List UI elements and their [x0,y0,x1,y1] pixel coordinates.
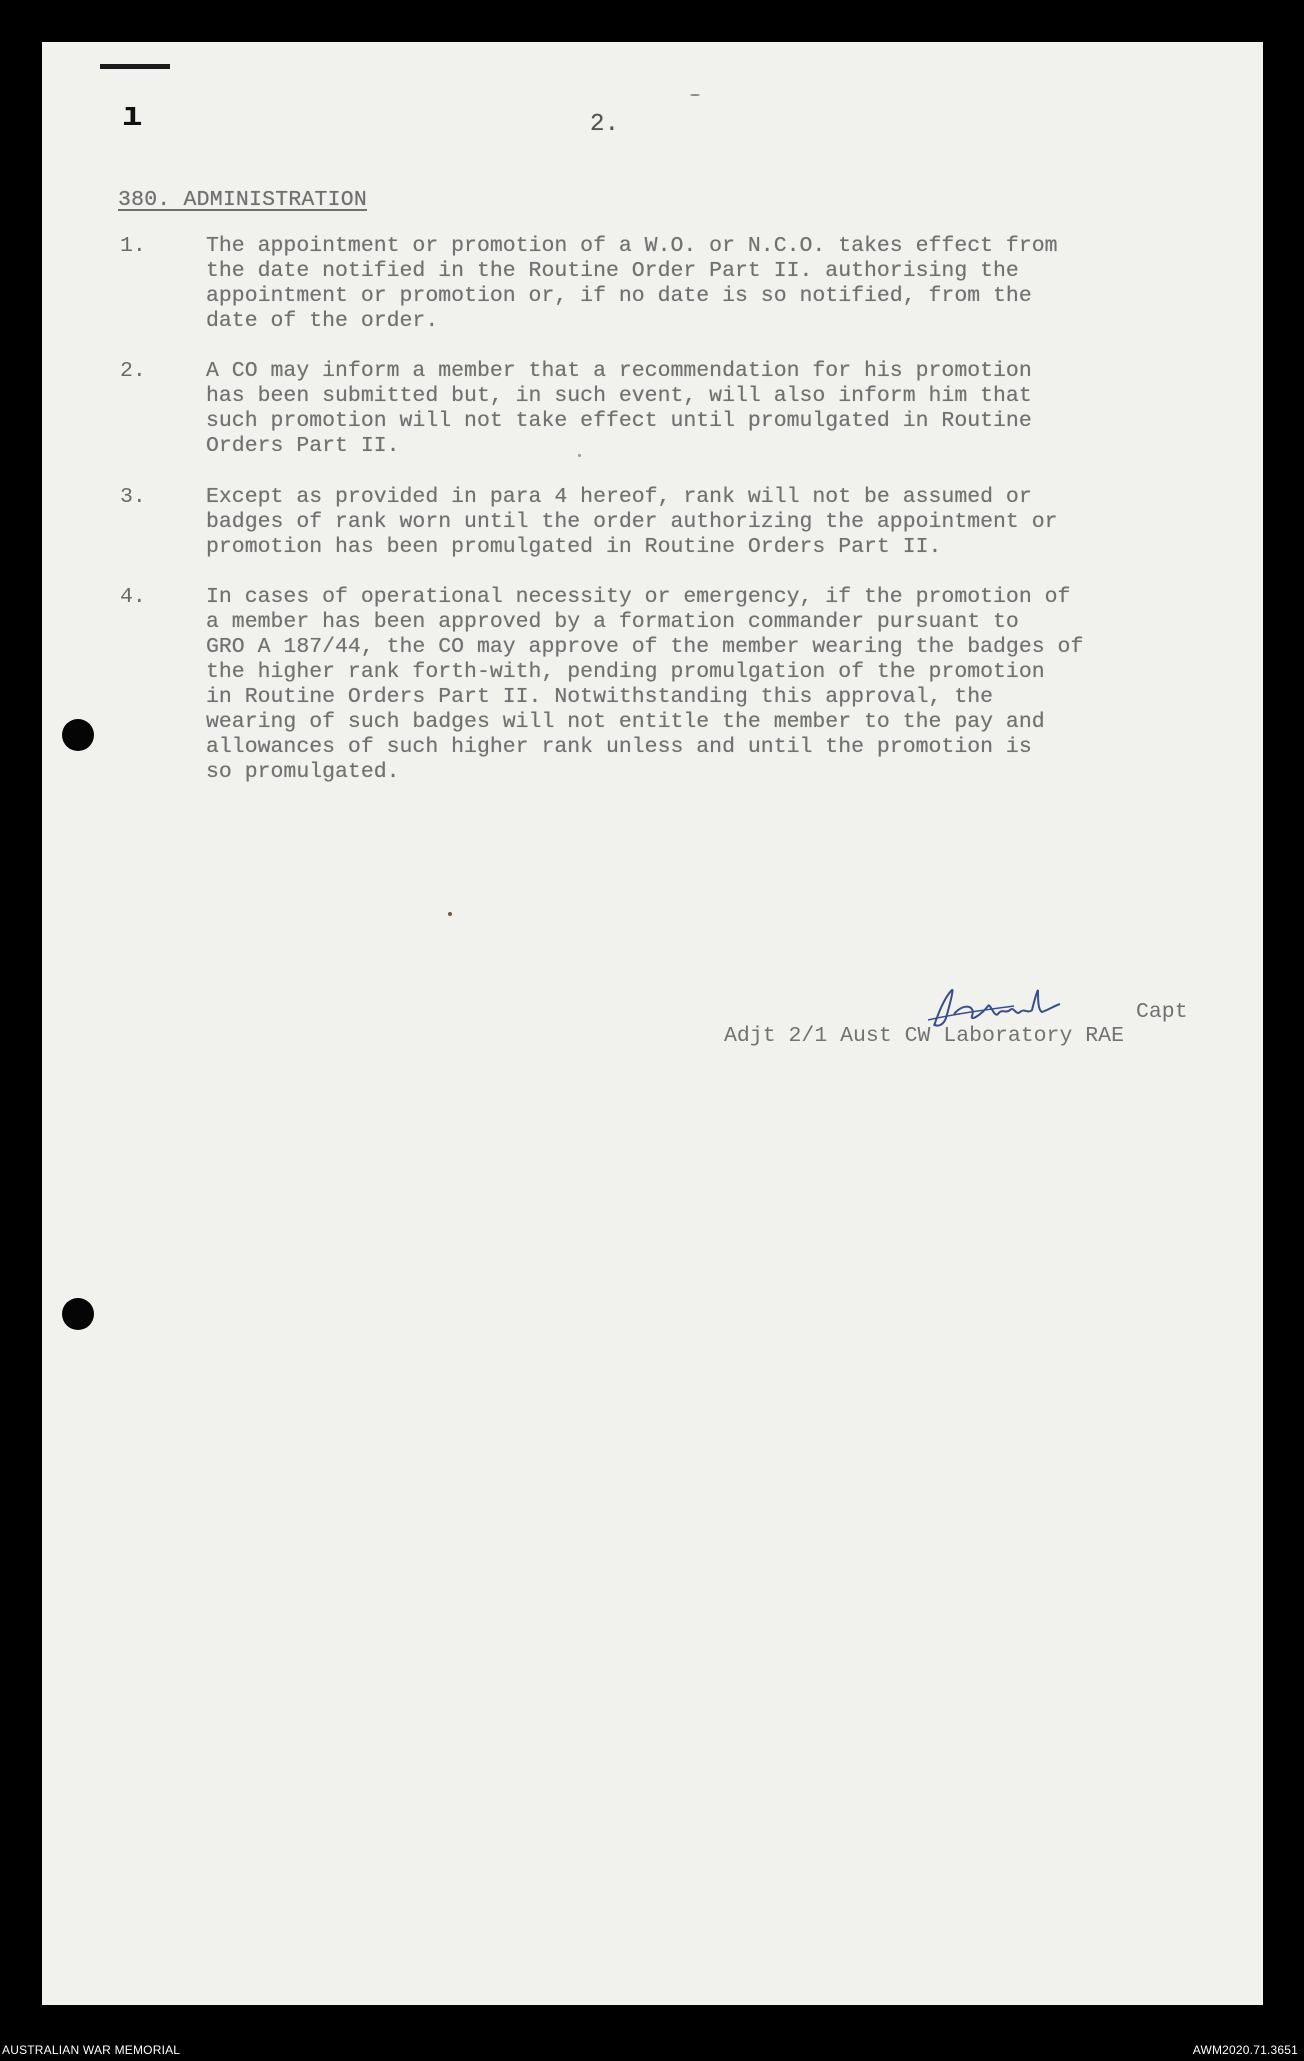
punch-hole-upper [62,719,94,751]
paragraph-text: A CO may inform a member that a recommendation for his promotion has been submitted but, in such event, will also inform him that such promotion will not take effect until promulgated in Routine Orders Part II. [206,359,1032,458]
signatory-rank: Capt [1136,1000,1188,1024]
paper-speck [690,94,700,96]
footer-accession-number: AWM2020.71.3651 [1192,2043,1298,2057]
corner-tick-mark: ı [122,98,143,136]
footer-attribution: AUSTRALIAN WAR MEMORIAL [2,2043,181,2057]
paragraph-text: The appointment or promotion of a W.O. or N.C.O. takes effect from the date notified in the Routine Order Part II. authorising the appointment or promotion or, if no date is so notified, from the date of the order. [206,234,1058,333]
paragraph-text: Except as provided in para 4 hereof, rank will not be assumed or badges of rank worn until the order authorizing the appointment or promotion has been promulgated in Routine Orders Part II. [206,485,1058,559]
paragraph-number: 1. [120,234,146,258]
punch-hole-lower [62,1298,94,1330]
paragraph-number: 2. [120,359,146,383]
corner-mark [100,64,170,75]
paragraph-number: 3. [120,485,146,509]
paper-speck [448,912,452,916]
page-number: 2. [590,111,620,138]
paragraph-number: 4. [120,585,146,609]
section-heading: 380. ADMINISTRATION [118,188,367,212]
signatory-title: Adjt 2/1 Aust CW Laboratory RAE [724,1024,1124,1048]
paragraph-text: In cases of operational necessity or emergency, if the promotion of a member has been approved by a formation commander pursuant to GRO A 187/44, the CO may approve of the member wearing the badges of the higher rank forth-with, pending promulgation of the promotion in Routine Orders Part II. Notwithstanding this approval, the wearing of such badges will not entitle the member to the pay and allowances of such higher rank unless and until the promotion is so promulgated. [206,585,1084,784]
